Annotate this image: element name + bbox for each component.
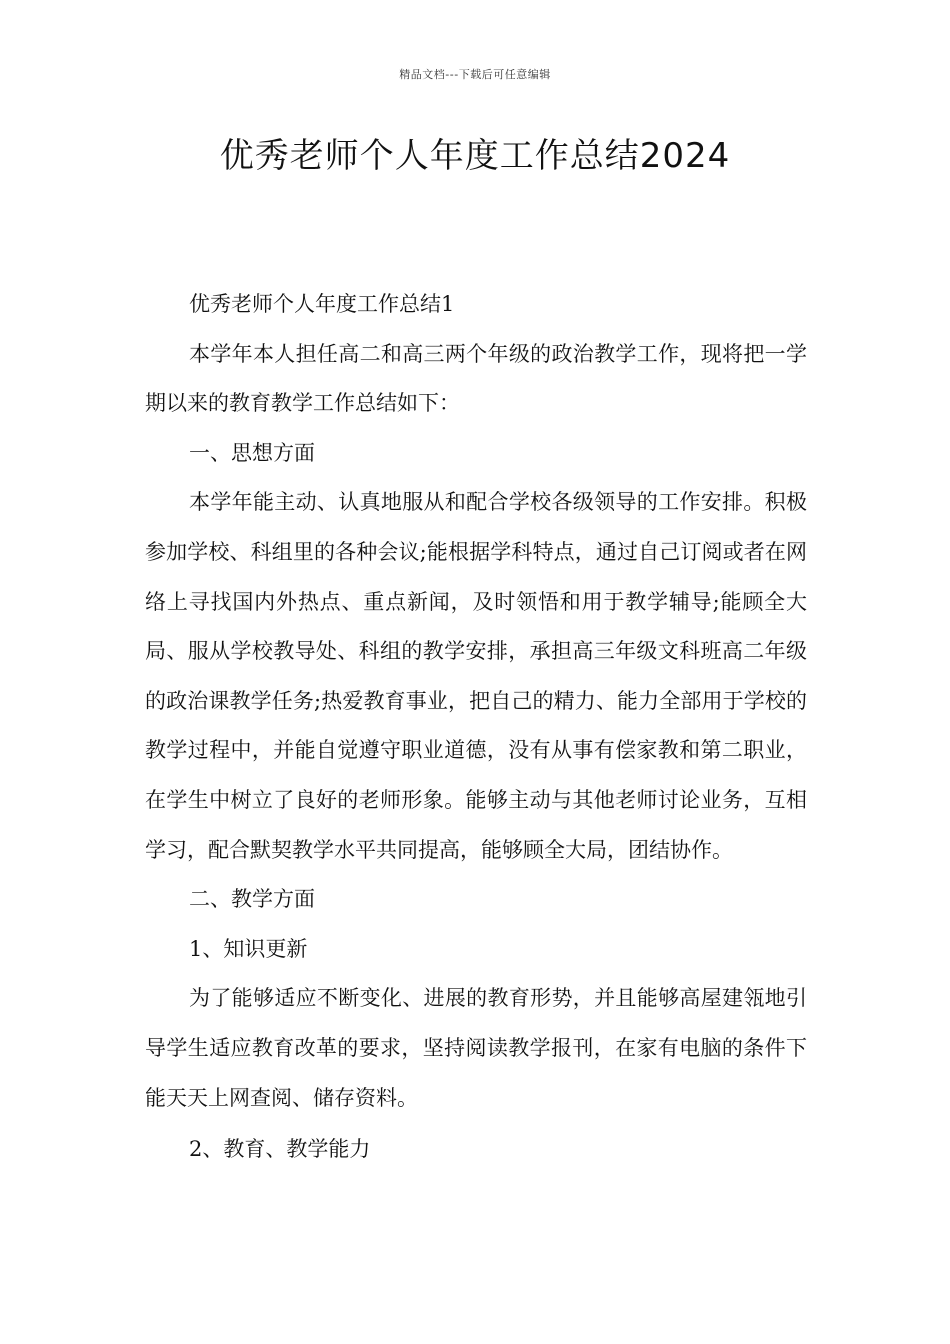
section-heading: 二、教学方面 [189, 887, 315, 912]
header-note: 精品文档---下载后可任意编辑 [399, 68, 551, 81]
subsection-heading: 2、教育、教学能力 [189, 1137, 371, 1162]
paragraph: 本学年能主动、认真地服从和配合学校各级领导的工作安排。积极参加学校、科组里的各种会议;能根据学科特点，通过自己订阅或者在网络上寻找国内外热点、重点新闻，及时领悟和用于教学辅导;能顾全大局、服从学校教导处、科组的教学安排，承担高三年级文科班高二年级的政治课教学任务;热爱教育事业，把自己的精力、能力全部用于学校的教学过程中，并能自觉遵守职业道德，没有从事有偿家教和第二职业，在学生中树立了良好的老师形象。能够主动与其他老师讨论业务，互相学习，配合默契教学水平共同提高，能够顾全大局，团结协作。 [145, 490, 807, 862]
paragraph: 本学年本人担任高二和高三两个年级的政治教学工作，现将把一学期以来的教育教学工作总结如下： [145, 341, 807, 416]
section-heading: 一、思想方面 [189, 440, 315, 465]
section-heading: 优秀老师个人年度工作总结1 [189, 292, 455, 316]
subsection-heading: 1、知识更新 [189, 936, 308, 961]
document-title: 优秀老师个人年度工作总结2024 [219, 136, 731, 176]
paragraph: 为了能够适应不断变化、进展的教育形势，并且能够高屋建瓴地引导学生适应教育改革的要求，坚持阅读教学报刊，在家有电脑的条件下能天天上网查阅、储存资料。 [145, 986, 807, 1110]
document-body [145, 280, 807, 1175]
